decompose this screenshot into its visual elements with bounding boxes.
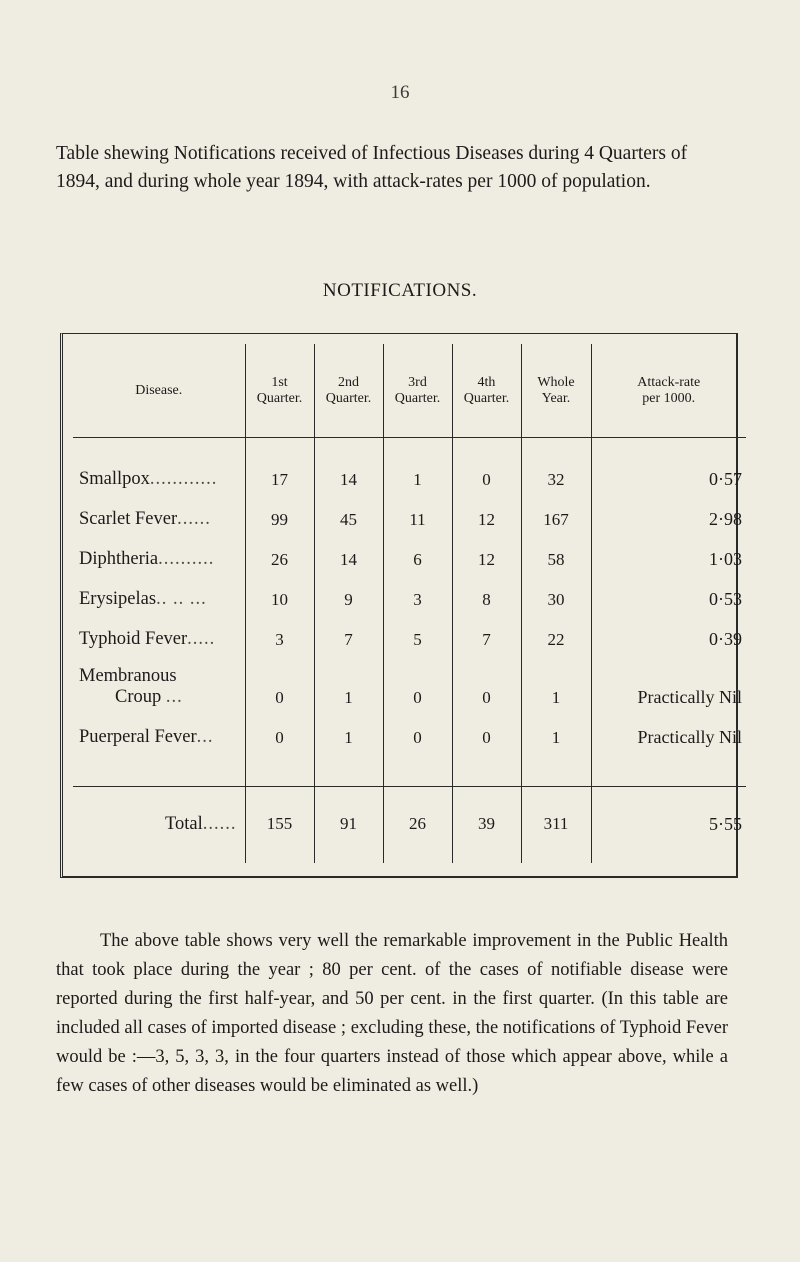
cell-disease: Erysipelas.. .. ... bbox=[79, 589, 207, 609]
cell-q4: 0 bbox=[452, 438, 521, 493]
cell-q4: 7 bbox=[452, 612, 521, 652]
table-row-membranous-croup bbox=[73, 652, 746, 710]
cell-q1: 26 bbox=[245, 532, 314, 572]
notifications-table bbox=[73, 344, 746, 863]
cell-q3: 0 bbox=[383, 652, 452, 710]
cell-disease: Scarlet Fever...... bbox=[79, 509, 211, 529]
cell-year: 22 bbox=[521, 612, 591, 652]
cell-year: 30 bbox=[521, 572, 591, 612]
cell-q2: 9 bbox=[314, 572, 383, 612]
header-q4: 4th Quarter. bbox=[452, 344, 521, 438]
page-number: 16 bbox=[390, 82, 410, 103]
cell-disease: Smallpox............ bbox=[79, 469, 218, 489]
cell-rate: 0·53 bbox=[591, 572, 746, 612]
cell-q2: 7 bbox=[314, 612, 383, 652]
cell-q3: 0 bbox=[383, 710, 452, 787]
cell-year: 167 bbox=[521, 492, 591, 532]
cell-q3: 5 bbox=[383, 612, 452, 652]
cell-rate: 2·98 bbox=[591, 492, 746, 532]
header-q1: 1st Quarter. bbox=[245, 344, 314, 438]
cell-q1: 99 bbox=[245, 492, 314, 532]
cell-q1: 0 bbox=[245, 652, 314, 710]
cell-q4: 0 bbox=[452, 652, 521, 710]
commentary-paragraph: The above table shows very well the remarkable improvement in the Public Health that took place during the year ; 80 per cent. of the cases of notifiable disease were reported during the first half-year, and 50 per cent. in the first quarter. (In this table are included all cases of imported disease ; excluding these, the notifications of Typhoid Fever would be :—3, 5, 3, 3, in the four quarters instead of those which appear above, while a few cases of other diseases would be eliminated as well.) bbox=[56, 931, 728, 1096]
table-row-erysipelas bbox=[73, 572, 746, 612]
cell-q3: 26 bbox=[383, 787, 452, 864]
cell-q1: 155 bbox=[245, 787, 314, 864]
cell-q2: 1 bbox=[314, 652, 383, 710]
cell-year: 1 bbox=[521, 652, 591, 710]
cell-q3: 1 bbox=[383, 438, 452, 493]
cell-total-label: Total...... bbox=[73, 787, 245, 864]
cell-disease: Puerperal Fever... bbox=[79, 727, 214, 747]
table-row-diphtheria bbox=[73, 532, 746, 572]
header-q3: 3rd Quarter. bbox=[383, 344, 452, 438]
cell-year: 311 bbox=[521, 787, 591, 864]
cell-rate: Practically Nil bbox=[591, 710, 746, 787]
cell-rate: Practically Nil bbox=[591, 652, 746, 710]
cell-q4: 0 bbox=[452, 710, 521, 787]
cell-q4: 12 bbox=[452, 532, 521, 572]
table-header-row bbox=[73, 344, 746, 438]
cell-q2: 14 bbox=[314, 438, 383, 493]
table-row-scarlet-fever bbox=[73, 492, 746, 532]
table-row-puerperal-fever bbox=[73, 710, 746, 787]
cell-q2: 45 bbox=[314, 492, 383, 532]
cell-disease: Membranous Croup ... bbox=[79, 666, 183, 707]
header-disease: Disease. bbox=[73, 344, 245, 438]
cell-q1: 17 bbox=[245, 438, 314, 493]
cell-q4: 8 bbox=[452, 572, 521, 612]
table-row-typhoid-fever bbox=[73, 612, 746, 652]
cell-q2: 1 bbox=[314, 710, 383, 787]
cell-q3: 6 bbox=[383, 532, 452, 572]
header-q2: 2nd Quarter. bbox=[314, 344, 383, 438]
cell-q3: 11 bbox=[383, 492, 452, 532]
notifications-table-frame bbox=[60, 333, 742, 878]
cell-q1: 3 bbox=[245, 612, 314, 652]
table-row-smallpox bbox=[73, 438, 746, 493]
cell-q1: 0 bbox=[245, 710, 314, 787]
table-caption: Table shewing Notifications received of Infectious Diseases during 4 Quarters of 1894, and during whole year 1894, with attack-rates per 1000 of population. bbox=[56, 143, 688, 192]
cell-rate: 0·39 bbox=[591, 612, 746, 652]
cell-rate: 5·55 bbox=[591, 787, 746, 864]
header-whole-year: Whole Year. bbox=[521, 344, 591, 438]
cell-q2: 14 bbox=[314, 532, 383, 572]
cell-rate: 0·57 bbox=[591, 438, 746, 493]
cell-disease: Typhoid Fever..... bbox=[79, 629, 216, 649]
cell-year: 1 bbox=[521, 710, 591, 787]
cell-year: 58 bbox=[521, 532, 591, 572]
cell-rate: 1·03 bbox=[591, 532, 746, 572]
cell-q4: 12 bbox=[452, 492, 521, 532]
cell-year: 32 bbox=[521, 438, 591, 493]
table-row-total bbox=[73, 787, 746, 864]
cell-q4: 39 bbox=[452, 787, 521, 864]
cell-q3: 3 bbox=[383, 572, 452, 612]
cell-q1: 10 bbox=[245, 572, 314, 612]
header-attack-rate: Attack-rate per 1000. bbox=[591, 344, 746, 438]
section-heading: NOTIFICATIONS. bbox=[322, 280, 478, 301]
cell-q2: 91 bbox=[314, 787, 383, 864]
cell-disease: Diphtheria.......... bbox=[79, 549, 215, 569]
